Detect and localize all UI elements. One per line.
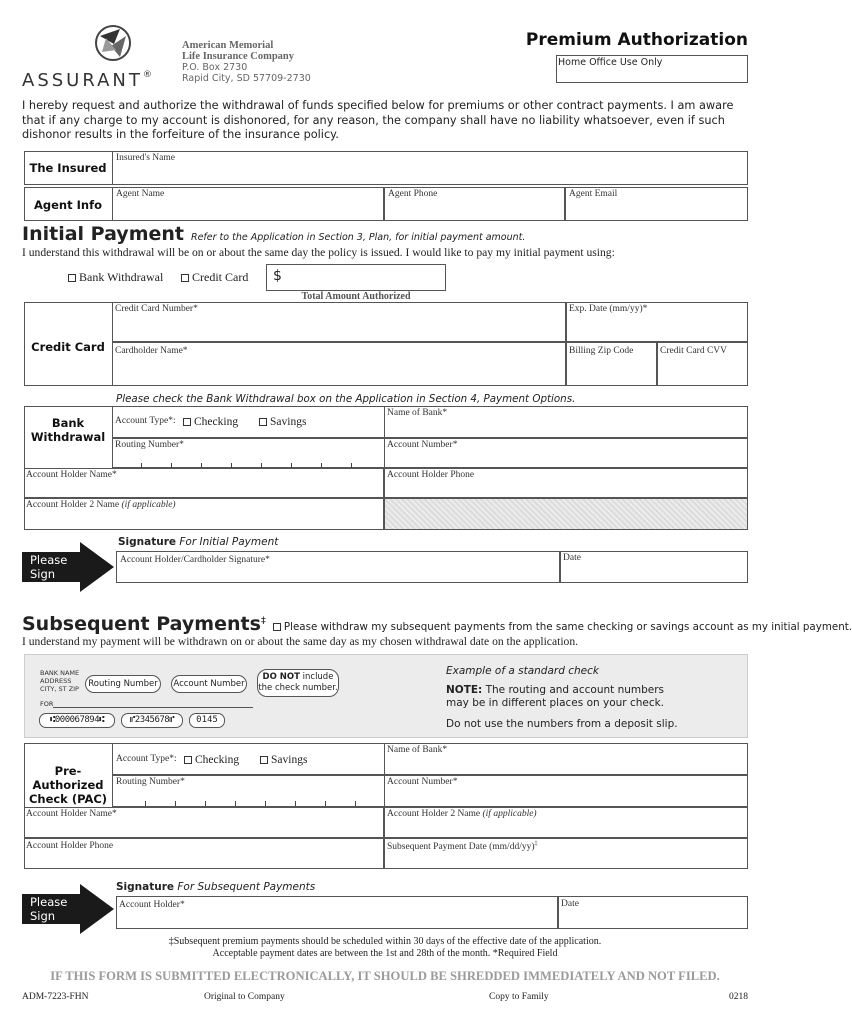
please-sign-arrow (22, 542, 114, 592)
routing-number-bubble: Routing Number (85, 675, 161, 693)
pac-account-type-field (112, 743, 384, 775)
check-note-text: The routing and account numbers (485, 684, 665, 696)
micr-check-number: 0145 (189, 713, 225, 728)
agent-name-field[interactable] (112, 187, 384, 221)
footer-original: Original to Company (204, 992, 285, 1002)
check-example-title: Example of a standard check (446, 665, 599, 677)
routing-digit-tick (295, 801, 296, 806)
deposit-slip-note: Do not use the numbers from a deposit slip. (446, 718, 678, 730)
subsequent-understand-text: I understand my payment will be withdrawn on or about the same day as my chosen withdrawal date on the application. (22, 635, 579, 648)
do-not-bold: DO NOT (262, 672, 300, 682)
bank-withdrawal-option-label: Bank Withdrawal (79, 270, 164, 284)
signature-initial-heading (118, 536, 278, 548)
pac-checking-label: Checking (195, 754, 240, 766)
subsequent-withdraw-text: Please withdraw my subsequent payments from the same checking or savings account as my initial payment. (283, 621, 852, 633)
pac-bank-name-field[interactable] (384, 743, 748, 775)
bank-withdrawal-note: Please check the Bank Withdrawal box on the Application in Section 4, Payment Options. (116, 393, 576, 405)
bank-savings-option[interactable] (259, 416, 306, 428)
bank-routing-label: Routing Number* (115, 440, 184, 450)
bank-checking-label: Checking (194, 416, 239, 428)
routing-digit-tick (355, 801, 356, 806)
check-address: ADDRESS (40, 677, 72, 685)
pac-savings-label: Savings (271, 754, 308, 766)
routing-digit-tick (325, 801, 326, 806)
footer-copy: Copy to Family (489, 992, 549, 1002)
agent-section-title: Agent Info (34, 198, 102, 212)
initial-signature-label: Account Holder/Cardholder Signature* (120, 555, 270, 565)
bank-account-type-label: Account Type*: (115, 416, 176, 426)
pac-payment-date-mark: ‡ (534, 841, 538, 847)
bank-account-number-label: Account Number* (387, 440, 458, 450)
initial-payment-subtitle: Refer to the Application in Section 3, Plan, for initial payment amount. (190, 232, 526, 243)
subsequent-heading (22, 613, 852, 635)
subsequent-title: Subsequent Payments (22, 613, 261, 635)
do-not-rest: include (302, 672, 334, 682)
check-bank-name: BANK NAME (40, 669, 80, 677)
bank-checking-option[interactable] (183, 416, 238, 428)
pac-holder2-note: (if applicable) (482, 809, 537, 819)
pac-checking-option[interactable] (184, 754, 239, 766)
check-for-line (53, 707, 253, 708)
signature2-heading-italic: For Subsequent Payments (177, 881, 316, 893)
subsequent-signature-field[interactable] (116, 896, 558, 929)
cardholder-name-label: Cardholder Name* (115, 346, 188, 356)
total-amount-label: Total Amount Authorized (301, 291, 411, 302)
pac-account-number-label: Account Number* (387, 777, 458, 787)
card-cvv-field[interactable] (657, 342, 748, 386)
subsequent-withdraw-option[interactable] (273, 621, 852, 633)
shaded-empty-field (384, 498, 748, 530)
footnote-line2: Acceptable payment dates are between the 1st and 28th of the month. *Required Field (212, 948, 558, 959)
pac-payment-date-text: Subsequent Payment Date (mm/dd/yy) (387, 842, 535, 853)
routing-digit-tick (145, 801, 146, 806)
initial-signature-date-label: Date (563, 553, 581, 563)
company-address-line2: Rapid City, SD 57709-2730 (182, 73, 311, 84)
initial-signature-date-field[interactable] (560, 551, 748, 583)
credit-card-option[interactable] (181, 270, 248, 285)
pac-account-type-label: Account Type*: (116, 754, 177, 764)
bank-withdrawal-checkbox[interactable] (68, 274, 76, 282)
check-example (24, 654, 748, 738)
office-use-label: Home Office Use Only (558, 57, 663, 68)
bank-holder-name-field[interactable] (24, 468, 384, 498)
agent-email-field[interactable] (565, 187, 748, 221)
subsequent-dagger: ‡ (260, 615, 266, 627)
company-name-line2: Life Insurance Company (182, 51, 295, 62)
form-version: 0218 (729, 992, 748, 1002)
please-sign-arrow (22, 884, 114, 934)
pac-title-line2: Check (PAC) (28, 792, 108, 806)
bank-account-number-field[interactable] (384, 438, 748, 468)
assurant-logo (22, 24, 172, 94)
bank-holder2-label-text: Account Holder 2 Name (26, 500, 120, 510)
check-for-label: FOR (40, 700, 54, 708)
pac-holder-name-label: Account Holder Name* (26, 809, 117, 819)
dollar-sign: $ (273, 268, 282, 284)
assurant-logo-icon (94, 24, 132, 62)
exp-date-label: Exp. Date (mm/yy)* (569, 304, 648, 314)
bank-holder-phone-label: Account Holder Phone (387, 470, 475, 480)
routing-digit-tick (205, 801, 206, 806)
bank-section-title-line1: Bank (51, 416, 85, 430)
insured-name-field[interactable] (112, 151, 748, 185)
signature-heading-italic: For Initial Payment (179, 536, 279, 548)
credit-card-checkbox[interactable] (181, 274, 189, 282)
subsequent-signature-label: Account Holder* (119, 900, 185, 910)
agent-email-label: Agent Email (569, 189, 618, 199)
please-sign-line2: Sign (30, 567, 56, 581)
bank-holder-phone-field[interactable] (384, 468, 748, 498)
pac-holder-name-field[interactable] (24, 807, 384, 838)
pac-holder2-label-text: Account Holder 2 Name (387, 809, 481, 819)
bank-name-field[interactable] (384, 406, 748, 438)
pac-routing-label: Routing Number* (116, 777, 185, 787)
card-number-field[interactable] (112, 302, 566, 342)
bank-savings-checkbox[interactable] (259, 418, 267, 426)
initial-payment-heading (22, 223, 525, 245)
insured-section-title: The Insured (29, 161, 107, 175)
initial-signature-field[interactable] (116, 551, 560, 583)
routing-digit-tick (265, 801, 266, 806)
intro-paragraph: I hereby request and authorize the withdrawal of funds specified below for premiums or other contract payments. I am aware that if any charge to my account is dishonored, for any reason, the company shall have no liability whatsoever, even if such dishonor results in the forfeiture of the insurance policy. (22, 99, 734, 141)
micr-routing: ⑆000067894⑆ (39, 713, 115, 728)
office-use-box[interactable] (556, 55, 748, 83)
pac-title-line1: Pre-Authorized (32, 764, 104, 792)
bank-account-type-field (112, 406, 384, 438)
signature-subsequent-heading (116, 881, 315, 893)
pac-savings-option[interactable] (260, 754, 307, 766)
company-name-line1: American Memorial (182, 40, 274, 51)
check-bank-info (40, 669, 79, 693)
exp-date-field[interactable] (566, 302, 748, 342)
bank-holder-name-label: Account Holder Name* (26, 470, 117, 480)
logo-wordmark: ASSURANT (22, 70, 143, 91)
bank-savings-label: Savings (270, 416, 307, 428)
company-address-line1: P.O. Box 2730 (182, 62, 248, 73)
micr-account: ⑈2345678⑈ (121, 713, 183, 728)
billing-zip-label: Billing Zip Code (569, 346, 634, 356)
card-number-label: Credit Card Number* (115, 304, 198, 314)
page-title: Premium Authorization (525, 30, 748, 50)
billing-zip-field[interactable] (566, 342, 657, 386)
cardholder-name-field[interactable] (112, 342, 566, 386)
bank-withdrawal-option[interactable] (68, 270, 163, 285)
bank-withdrawal-section-title (24, 416, 112, 444)
pac-section-title (24, 764, 112, 806)
bank-holder2-name-label (26, 500, 176, 510)
logo-registered-mark: ® (142, 70, 152, 80)
company-address (182, 40, 311, 84)
subsequent-withdraw-checkbox[interactable] (273, 623, 281, 631)
form-id: ADM-7223-FHN (22, 992, 89, 1002)
pac-routing-field[interactable] (112, 775, 384, 807)
check-city: CITY, ST ZIP (40, 685, 79, 693)
please-sign-line1: Please (30, 553, 68, 567)
check-number-bubble (257, 669, 339, 697)
card-cvv-label: Credit Card CVV (660, 346, 728, 356)
signature2-heading-bold: Signature (116, 881, 175, 893)
subsequent-signature-date-label: Date (561, 899, 579, 909)
pac-holder-phone-field[interactable] (24, 838, 384, 869)
credit-card-option-label: Credit Card (192, 270, 249, 284)
electronic-submission-warning: IF THIS FORM IS SUBMITTED ELECTRONICALLY, IT SHOULD BE SHREDDED IMMEDIATELY AND NOT FILED. (50, 969, 720, 983)
routing-digit-tick (235, 801, 236, 806)
please-sign-line1: Please (30, 895, 68, 909)
initial-understand-text: I understand this withdrawal will be on or about the same day the policy is issued. I would like to pay my initial payment using: (22, 246, 615, 259)
do-not-line2: the check number. (258, 683, 338, 693)
insured-name-label: Insured's Name (116, 153, 175, 163)
bank-routing-field[interactable] (112, 438, 384, 468)
bank-section-title-line2: Withdrawal (30, 430, 106, 444)
pac-holder2-name-label (387, 809, 537, 819)
agent-name-label: Agent Name (116, 189, 165, 199)
bank-checking-checkbox[interactable] (183, 418, 191, 426)
please-sign-line2: Sign (30, 909, 56, 923)
footnote (0, 936, 770, 960)
subsequent-signature-date-field[interactable] (558, 896, 748, 929)
bank-holder2-note: (if applicable) (121, 500, 176, 510)
initial-payment-title: Initial Payment (22, 223, 184, 245)
total-amount-field[interactable] (266, 264, 446, 291)
agent-phone-label: Agent Phone (388, 189, 438, 199)
pac-bank-name-label: Name of Bank* (387, 745, 448, 755)
credit-card-section-title: Credit Card (31, 340, 105, 354)
pac-account-number-field[interactable] (384, 775, 748, 807)
pac-holder2-name-field[interactable] (384, 807, 748, 838)
pac-checking-checkbox[interactable] (184, 756, 192, 764)
account-number-bubble: Account Number (171, 675, 247, 693)
pac-holder-phone-label: Account Holder Phone (26, 841, 114, 851)
footnote-line1: ‡Subsequent premium payments should be scheduled within 30 days of the effective date of the application. (168, 936, 602, 947)
pac-payment-date-field[interactable] (384, 838, 748, 869)
check-note (446, 684, 664, 710)
pac-payment-date-label (387, 841, 538, 852)
pac-savings-checkbox[interactable] (260, 756, 268, 764)
bank-name-label: Name of Bank* (387, 408, 448, 418)
routing-digit-tick (175, 801, 176, 806)
bank-holder2-name-field[interactable] (24, 498, 384, 530)
check-note-line2: may be in different places on your check. (446, 697, 665, 709)
agent-phone-field[interactable] (384, 187, 565, 221)
check-note-bold: NOTE: (446, 684, 483, 696)
signature-heading-bold: Signature (118, 536, 177, 548)
